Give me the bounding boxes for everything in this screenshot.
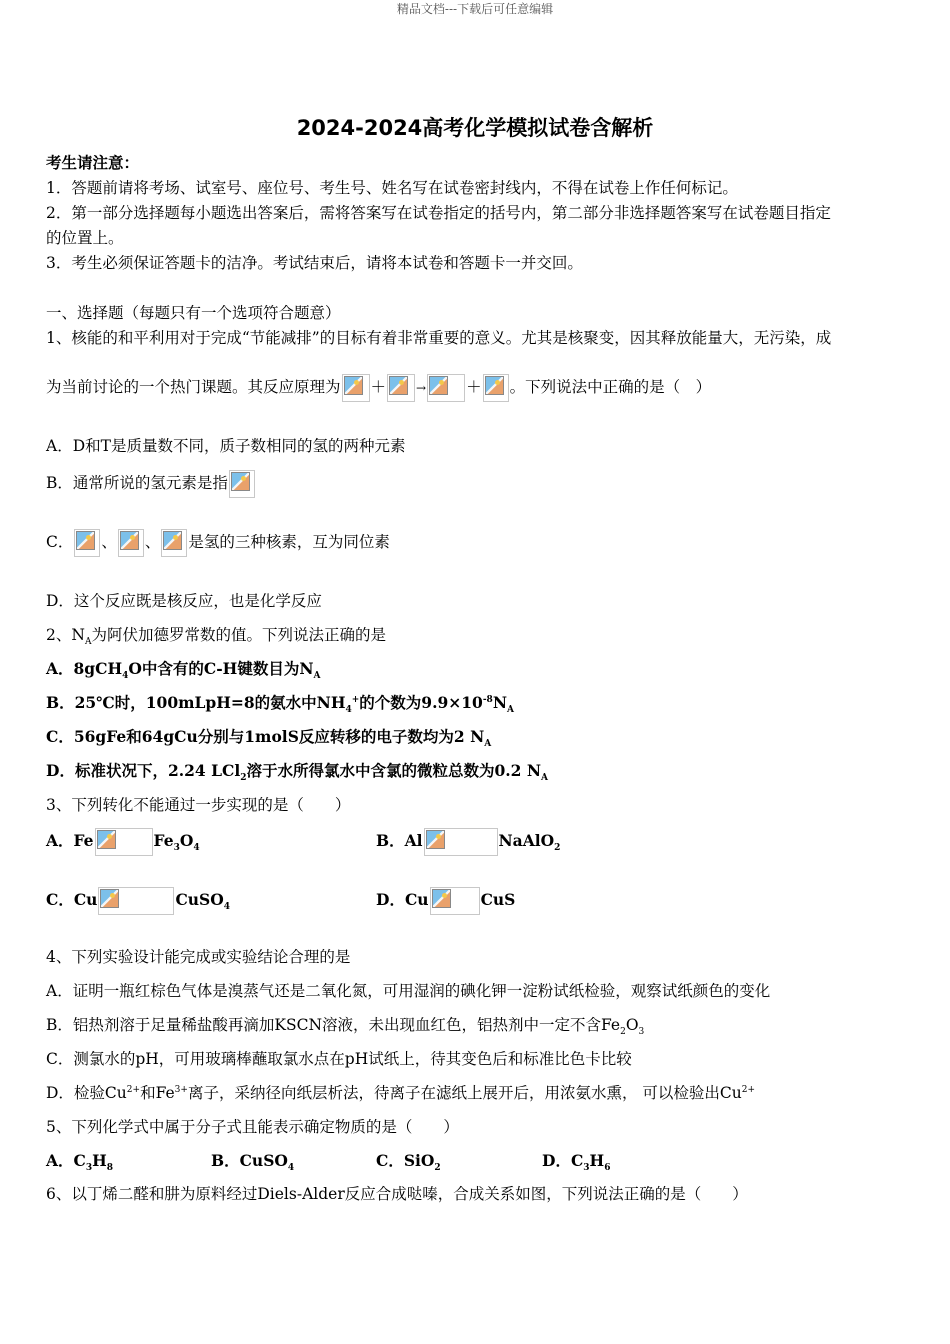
question-2-stem: 2、$N_A$为阿伏加德罗常数的值。下列说法正确的是 <box>46 626 386 648</box>
option-b: B．Al NaAlO$_2$ <box>376 828 560 856</box>
page-header: 精品文档---下载后可任意编辑 <box>396 2 554 16</box>
option-c: C．测氯水的pH，可用玻璃棒蘸取氯水点在pH试纸上，待其变色后和标准比色卡比较 <box>46 1050 632 1068</box>
broken-image-icon <box>229 470 255 498</box>
notice-heading: 考生请注意： <box>46 153 140 172</box>
option-d: D．$C_3H_6$ <box>542 1151 611 1174</box>
option-a: A．D和T是质量数不同，质子数相同的氢的两种元素 <box>46 437 406 455</box>
option-b: B．铝热剂溶于足量稀盐酸再滴加KSCN溶液，未出现血红色，铝热剂中一定不含$Fe_2O_3$ <box>46 1016 645 1038</box>
question-1-reaction: 为当前讨论的一个热门课题。其反应原理为 ＋ → ＋ 。下列说法中正确的是（ ） <box>46 374 711 402</box>
option-a: A．Fe $Fe_3O_4$ <box>46 828 200 856</box>
option-b: B．通常所说的氢元素是指 <box>46 470 256 498</box>
question-1-stem: 1、核能的和平利用对于完成“节能减排”的目标有着非常重要的意义。尤其是核聚变，因其释放能量大，无污染，成 <box>46 329 832 347</box>
broken-image-icon <box>118 529 144 557</box>
option-c: C．56gFe和64gCu分别与1molS反应转移的电子数均为2 $N_A$ <box>46 727 492 750</box>
broken-image-icon <box>424 828 498 856</box>
option-b: B．CuSO$_4$ <box>211 1151 295 1174</box>
option-b: B．25℃时，100mLpH=8的氨水中$NH_4^+$的个数为$9.9\times 10^{-8}N_A$ <box>46 693 514 716</box>
broken-image-icon <box>427 374 465 402</box>
broken-image-icon <box>161 529 187 557</box>
option-a: A．证明一瓶红棕色气体是溴蒸气还是二氧化氮，可用湿润的碘化钾一淀粉试纸检验，观察试纸颜色的变化 <box>46 982 771 1000</box>
question-6-stem: 6、以丁烯二醛和肼为原料经过Diels-Alder反应合成哒嗪，合成关系如图，下列说法正确的是（ ） <box>46 1185 748 1203</box>
option-d: D．Cu CuS <box>376 887 515 915</box>
broken-image-icon <box>95 828 153 856</box>
option-c: C．Cu CuSO$_4$ <box>46 887 230 915</box>
broken-image-icon <box>430 887 480 915</box>
option-c: C．SiO$_2$ <box>376 1151 441 1174</box>
option-a: A．8gCH$_4$O中含有的C-H键数目为$N_A$ <box>46 659 321 682</box>
option-d: D．检验$Cu^{2+}$和$Fe^{3+}$离子，采纳径向纸层析法，待离子在滤纸上展开后，用浓氨水熏， 可以检验出$Cu^{2+}$ <box>46 1084 755 1102</box>
notice-item: 2．第一部分选择题每小题选出答案后，需将答案写在试卷指定的括号内，第二部分非选择题答案写在试卷题目指定 <box>46 204 831 222</box>
page-title: 2024-2024高考化学模拟试卷含解析 <box>296 116 654 140</box>
broken-image-icon <box>342 374 370 402</box>
notice-item: 的位置上。 <box>46 229 124 247</box>
question-5-stem: 5、下列化学式中属于分子式且能表示确定物质的是（ ） <box>46 1118 459 1136</box>
notice-item: 3．考生必须保证答题卡的洁净。考试结束后，请将本试卷和答题卡一并交回。 <box>46 254 583 272</box>
notice-item: 1．答题前请将考场、试室号、座位号、考生号、姓名写在试卷密封线内，不得在试卷上作任何标记。 <box>46 179 738 197</box>
broken-image-icon <box>98 887 174 915</box>
section-heading: 一、选择题（每题只有一个选项符合题意） <box>46 304 341 322</box>
broken-image-icon <box>387 374 415 402</box>
question-3-stem: 3、下列转化不能通过一步实现的是（ ） <box>46 796 351 814</box>
option-d: D．这个反应既是核反应，也是化学反应 <box>46 592 322 610</box>
option-a: A．$C_3H_8$ <box>46 1151 114 1174</box>
option-d: D．标准状况下，2.24 LCl$_2$溶于水所得氯水中含氯的微粒总数为0.2 $N_A$ <box>46 761 549 784</box>
broken-image-icon <box>483 374 509 402</box>
broken-image-icon <box>74 529 100 557</box>
question-4-stem: 4、下列实验设计能完成或实验结论合理的是 <box>46 948 351 966</box>
option-c: C． 、 、 是氢的三种核素，互为同位素 <box>46 529 390 557</box>
